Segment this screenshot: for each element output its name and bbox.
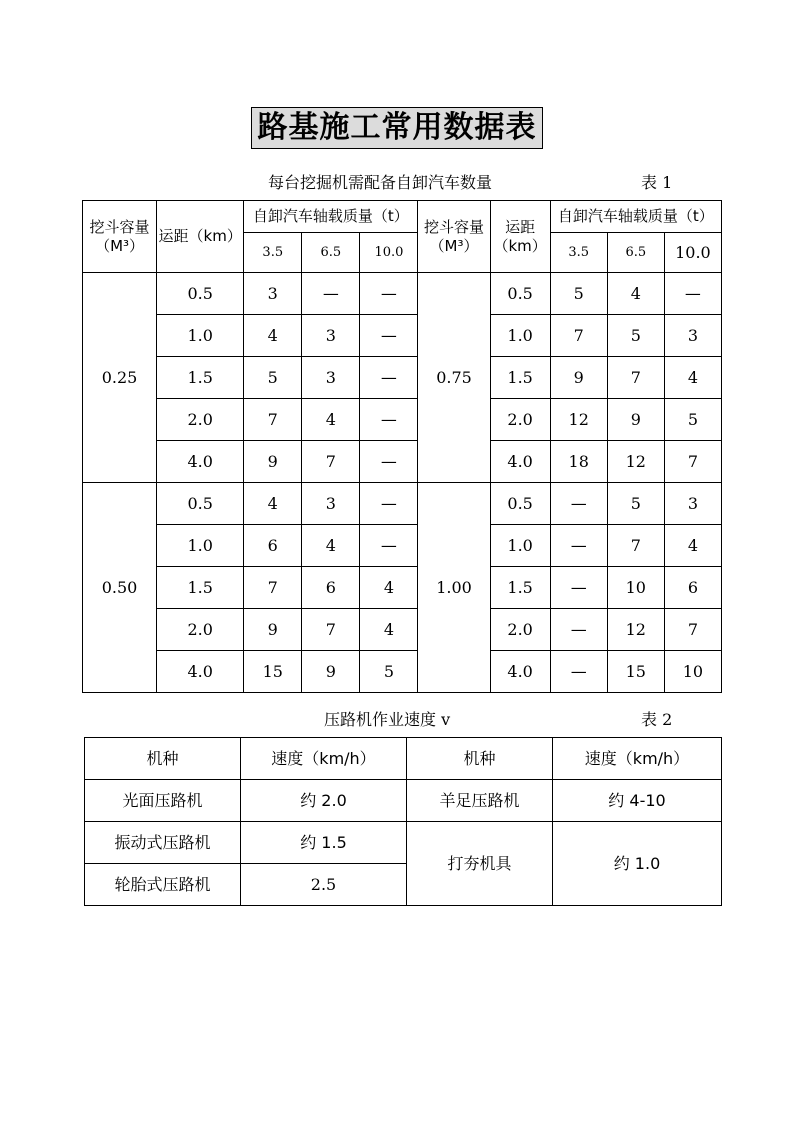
value-cell: —	[360, 315, 418, 357]
machine-type-cell: 光面压路机	[85, 780, 241, 822]
value-cell: 9	[302, 651, 360, 693]
machine-type-cell: 振动式压路机	[85, 822, 241, 864]
table2-label: 表 2	[641, 710, 673, 729]
value-cell: —	[360, 357, 418, 399]
excavator-truck-table	[82, 200, 722, 693]
header-bucket-2: 挖斗容量（M³）	[418, 201, 490, 273]
value-cell: —	[550, 609, 607, 651]
value-cell: 4	[664, 525, 721, 567]
value-cell: 9	[607, 399, 664, 441]
distance-cell: 1.5	[157, 357, 244, 399]
speed-cell: 约 4-10	[553, 780, 722, 822]
distance-cell: 2.0	[490, 399, 550, 441]
value-cell: 7	[664, 441, 721, 483]
table-row	[83, 483, 722, 525]
value-cell: 5	[244, 357, 302, 399]
speed-cell: 2.5	[241, 864, 407, 906]
distance-cell: 2.0	[157, 609, 244, 651]
table-row	[83, 399, 722, 441]
value-cell: 9	[244, 609, 302, 651]
value-cell: —	[550, 483, 607, 525]
header-speed-2: 速度（km/h）	[553, 738, 722, 780]
load-col-header: 10.0	[664, 233, 721, 273]
value-cell: 6	[244, 525, 302, 567]
table2-caption: 压路机作业速度 v	[324, 710, 451, 729]
table1-caption: 每台挖掘机需配备自卸汽车数量	[268, 173, 493, 192]
value-cell: 12	[550, 399, 607, 441]
value-cell: —	[360, 483, 418, 525]
bucket-cell: 0.25	[83, 273, 157, 483]
value-cell: —	[360, 273, 418, 315]
roller-speed-table	[84, 737, 722, 906]
value-cell: —	[664, 273, 721, 315]
value-cell: 5	[607, 315, 664, 357]
distance-cell: 1.0	[490, 525, 550, 567]
value-cell: 4	[360, 567, 418, 609]
value-cell: 4	[360, 609, 418, 651]
value-cell: 7	[302, 441, 360, 483]
value-cell: 5	[550, 273, 607, 315]
distance-cell: 0.5	[490, 483, 550, 525]
value-cell: 9	[244, 441, 302, 483]
distance-cell: 1.5	[157, 567, 244, 609]
distance-cell: 1.0	[490, 315, 550, 357]
value-cell: 18	[550, 441, 607, 483]
value-cell: —	[550, 567, 607, 609]
value-cell: —	[360, 525, 418, 567]
header-bucket: 挖斗容量（M³）	[83, 201, 157, 273]
value-cell: 15	[244, 651, 302, 693]
load-col-header: 6.5	[607, 233, 664, 273]
machine-type-cell: 轮胎式压路机	[85, 864, 241, 906]
page-title: 路基施工常用数据表	[251, 107, 543, 149]
distance-cell: 2.0	[157, 399, 244, 441]
value-cell: 4	[664, 357, 721, 399]
distance-cell: 1.5	[490, 567, 550, 609]
header-distance-2: 运距（km）	[490, 201, 550, 273]
distance-cell: 0.5	[157, 483, 244, 525]
distance-cell: 1.0	[157, 315, 244, 357]
bucket-cell: 1.00	[418, 483, 490, 693]
distance-cell: 0.5	[490, 273, 550, 315]
table-header-row	[85, 738, 722, 780]
table-row	[83, 525, 722, 567]
load-col-header: 10.0	[360, 233, 418, 273]
value-cell: 5	[607, 483, 664, 525]
value-cell: 3	[302, 357, 360, 399]
table-row	[83, 315, 722, 357]
header-distance: 运距（km）	[157, 201, 244, 273]
table-row	[83, 567, 722, 609]
header-speed: 速度（km/h）	[241, 738, 407, 780]
distance-cell: 2.0	[490, 609, 550, 651]
header-truck-load: 自卸汽车轴载质量（t）	[244, 201, 418, 233]
table-row	[83, 609, 722, 651]
value-cell: —	[360, 441, 418, 483]
header-machine-type-2: 机种	[407, 738, 553, 780]
value-cell: 6	[302, 567, 360, 609]
value-cell: 4	[302, 399, 360, 441]
value-cell: 7	[664, 609, 721, 651]
table-row	[83, 273, 722, 315]
value-cell: 3	[664, 315, 721, 357]
value-cell: 6	[664, 567, 721, 609]
distance-cell: 1.0	[157, 525, 244, 567]
speed-cell: 约 1.0	[553, 822, 722, 906]
bucket-cell: 0.75	[418, 273, 490, 483]
value-cell: 5	[664, 399, 721, 441]
distance-cell: 4.0	[490, 441, 550, 483]
value-cell: 3	[302, 315, 360, 357]
value-cell: 10	[664, 651, 721, 693]
value-cell: 3	[664, 483, 721, 525]
value-cell: 4	[244, 315, 302, 357]
value-cell: 7	[302, 609, 360, 651]
value-cell: 7	[550, 315, 607, 357]
speed-cell: 约 2.0	[241, 780, 407, 822]
value-cell: 12	[607, 441, 664, 483]
header-machine-type: 机种	[85, 738, 241, 780]
value-cell: 3	[244, 273, 302, 315]
value-cell: 7	[244, 399, 302, 441]
value-cell: 7	[244, 567, 302, 609]
value-cell: —	[302, 273, 360, 315]
value-cell: 12	[607, 609, 664, 651]
header-truck-load-2: 自卸汽车轴载质量（t）	[550, 201, 721, 233]
load-col-header: 3.5	[244, 233, 302, 273]
distance-cell: 1.5	[490, 357, 550, 399]
value-cell: 5	[360, 651, 418, 693]
value-cell: —	[360, 399, 418, 441]
bucket-cell: 0.50	[83, 483, 157, 693]
value-cell: 15	[607, 651, 664, 693]
table-row	[83, 357, 722, 399]
table-row	[83, 441, 722, 483]
load-col-header: 3.5	[550, 233, 607, 273]
speed-cell: 约 1.5	[241, 822, 407, 864]
table-row	[85, 780, 722, 822]
value-cell: 4	[607, 273, 664, 315]
value-cell: 10	[607, 567, 664, 609]
table-row	[83, 651, 722, 693]
distance-cell: 4.0	[157, 441, 244, 483]
value-cell: —	[550, 651, 607, 693]
value-cell: 4	[244, 483, 302, 525]
machine-type-cell: 打夯机具	[407, 822, 553, 906]
value-cell: 3	[302, 483, 360, 525]
distance-cell: 0.5	[157, 273, 244, 315]
value-cell: 7	[607, 525, 664, 567]
distance-cell: 4.0	[157, 651, 244, 693]
value-cell: 4	[302, 525, 360, 567]
value-cell: 7	[607, 357, 664, 399]
machine-type-cell: 羊足压路机	[407, 780, 553, 822]
value-cell: —	[550, 525, 607, 567]
load-col-header: 6.5	[302, 233, 360, 273]
table1-label: 表 1	[641, 173, 673, 192]
distance-cell: 4.0	[490, 651, 550, 693]
value-cell: 9	[550, 357, 607, 399]
